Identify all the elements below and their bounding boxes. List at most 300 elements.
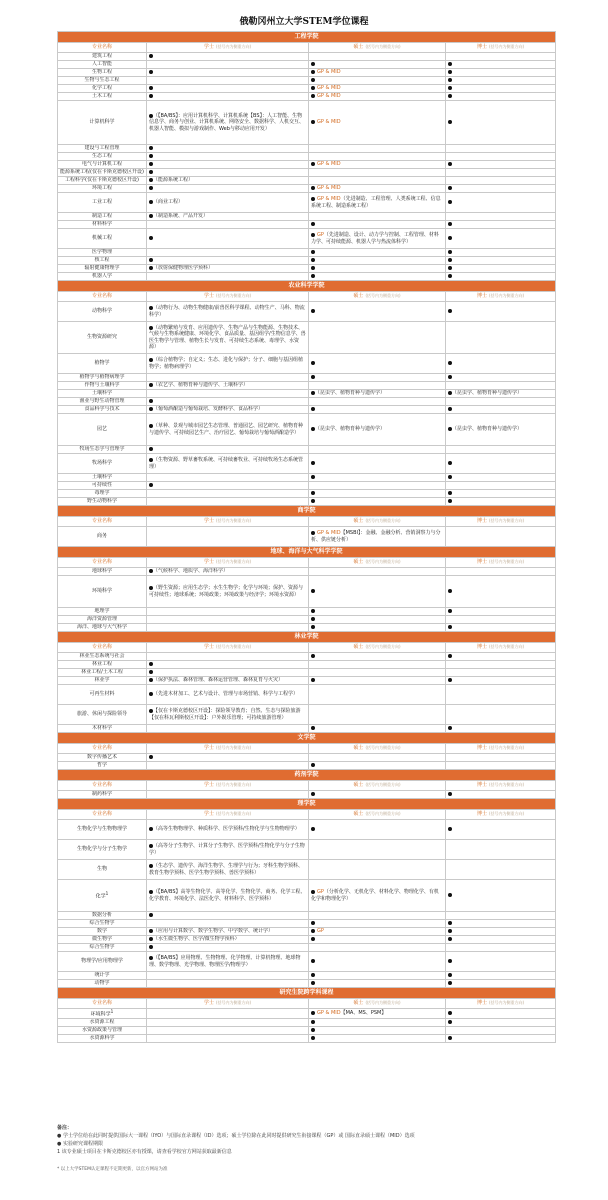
offered-dot-icon xyxy=(448,186,452,190)
offered-dot-icon xyxy=(448,1011,452,1015)
concentration-text: （昆虫学、植物育种与遗传学） xyxy=(452,390,523,397)
header-row xyxy=(58,517,556,527)
program-row xyxy=(58,705,556,725)
offered-dot-icon xyxy=(448,937,452,941)
doctor-cell xyxy=(446,257,556,265)
header-degree: 硕士 xyxy=(353,559,364,566)
header-bachelor xyxy=(147,43,309,53)
offered-dot-icon xyxy=(149,399,153,403)
offered-dot-icon xyxy=(448,893,452,897)
major-name: 微生物学 xyxy=(58,936,147,944)
program-row xyxy=(58,1009,556,1019)
offered-dot-icon xyxy=(311,609,315,613)
doctor-cell xyxy=(446,382,556,390)
major-name: 工业工程 xyxy=(58,193,147,213)
program-row xyxy=(58,791,556,799)
header-degree: 博士 xyxy=(476,1000,487,1007)
header-note: (括号内为侧重方向) xyxy=(365,559,401,565)
bachelor-cell xyxy=(147,762,309,770)
master-cell xyxy=(309,454,446,474)
major-name: 环境科学 xyxy=(58,576,147,608)
bachelor-cell xyxy=(147,302,309,322)
college-name: 林业学院 xyxy=(58,632,556,643)
major-name: 林业工程/土木工程 xyxy=(58,669,147,677)
header-note: (括号内为侧重方向) xyxy=(488,293,525,299)
program-row xyxy=(58,1026,556,1034)
master-cell xyxy=(309,414,446,446)
doctor-cell xyxy=(446,61,556,69)
offered-dot-icon xyxy=(311,763,315,767)
master-cell xyxy=(309,527,446,547)
master-cell xyxy=(309,661,446,669)
doctor-cell xyxy=(446,273,556,281)
bachelor-cell xyxy=(147,880,309,912)
header-degree: 学士 xyxy=(203,644,214,651)
header-degree: 硕士 xyxy=(353,1000,364,1007)
offered-dot-icon xyxy=(311,62,315,66)
offered-dot-icon xyxy=(311,162,315,166)
offered-dot-icon xyxy=(448,266,452,270)
master-cell xyxy=(309,754,446,762)
doctor-cell xyxy=(446,669,556,677)
concentration-text: （【BA/BS】：应用计算机科学、计算机系统【BS】：人工智能、生物信息学、商务与创业、计算机系统、网络安全、数据科学、人机交互、机器人智能、模拟与游戏制作、Web与移动应用开发） xyxy=(149,113,305,132)
header-note: (括号内为侧重方向) xyxy=(488,518,525,524)
concentration-text: （能源系统工程） xyxy=(153,177,194,184)
concentration-text: （草种、景观与城市园艺生态管理、普通园艺、园艺研究、植物育种与遗传学、可持续园艺生产、治疗园艺、葡萄栽培与葡萄酒酿造学） xyxy=(149,423,304,436)
bachelor-cell xyxy=(147,193,309,213)
master-cell xyxy=(309,482,446,490)
major-name: 生物 xyxy=(58,860,147,880)
doctor-cell xyxy=(446,193,556,213)
header-master xyxy=(309,744,446,754)
footnote: * 以上大学STEM认定课程不定期更新，以官方网站为准 xyxy=(57,1167,168,1172)
major-name: 海洋、地球与大气科学 xyxy=(58,624,147,632)
offered-dot-icon xyxy=(149,483,153,487)
offered-dot-icon xyxy=(149,670,153,674)
major-name: 土壤科学 xyxy=(58,390,147,398)
offered-dot-icon xyxy=(311,654,315,658)
offered-dot-icon xyxy=(149,662,153,666)
bachelor-cell xyxy=(147,390,309,398)
doctor-cell xyxy=(446,1034,556,1042)
header-doctor xyxy=(446,643,556,653)
pathway-tag: GP xyxy=(317,232,324,239)
offered-dot-icon xyxy=(311,1020,315,1024)
note-line: 1 该专业硕士项目在卡斯克德校区亦有授课，请查看学校官方网站获取最新信息 xyxy=(57,1149,232,1155)
bachelor-cell xyxy=(147,820,309,840)
program-row xyxy=(58,249,556,257)
header-master xyxy=(309,292,446,302)
doctor-cell xyxy=(446,762,556,770)
header-doctor xyxy=(446,43,556,53)
concentration-text: 【仅在卡斯克德校区开设】：探险领导教育；自然、生态与探险旅游【仅在科瓦利斯校区开设】：户外娱乐管理；可持续旅游管理） xyxy=(149,708,301,721)
program-row xyxy=(58,754,556,762)
master-cell xyxy=(309,53,446,61)
doctor-cell xyxy=(446,912,556,920)
bachelor-cell xyxy=(147,1009,309,1019)
program-row xyxy=(58,928,556,936)
offered-dot-icon xyxy=(448,929,452,933)
concentration-text: （气候科学、地质学、海洋科学） xyxy=(153,568,229,575)
master-cell xyxy=(309,193,446,213)
offered-dot-icon xyxy=(448,959,452,963)
header-degree: 学士 xyxy=(203,44,214,51)
header-note: (括号内为侧重方向) xyxy=(215,644,252,650)
college-row xyxy=(58,632,556,643)
offered-dot-icon xyxy=(448,375,452,379)
college-row xyxy=(58,799,556,810)
doctor-cell xyxy=(446,1018,556,1026)
offered-dot-icon xyxy=(149,945,153,949)
program-row xyxy=(58,322,556,354)
master-cell xyxy=(309,61,446,69)
offered-dot-icon xyxy=(311,937,315,941)
header-degree: 学士 xyxy=(203,293,214,300)
header-major: 专业名称 xyxy=(58,999,147,1009)
header-bachelor xyxy=(147,999,309,1009)
master-cell xyxy=(309,213,446,221)
offered-dot-icon xyxy=(448,70,452,74)
bachelor-cell xyxy=(147,398,309,406)
offered-dot-icon xyxy=(311,86,315,90)
offered-dot-icon xyxy=(311,981,315,985)
program-row xyxy=(58,653,556,661)
program-row xyxy=(58,616,556,624)
offered-dot-icon xyxy=(448,274,452,278)
offered-dot-icon xyxy=(448,407,452,411)
header-degree: 博士 xyxy=(476,811,487,818)
footnote-marker: 1 xyxy=(110,1009,114,1014)
header-note: (括号内为侧重方向) xyxy=(488,1000,525,1006)
major-name: 生物资源研究 xyxy=(58,322,147,354)
bachelor-cell xyxy=(147,498,309,506)
offered-dot-icon xyxy=(311,921,315,925)
college-name: 理学院 xyxy=(58,799,556,810)
header-row xyxy=(58,43,556,53)
header-note: (括号内为侧重方向) xyxy=(365,1000,401,1006)
major-name: 食品科学与技术 xyxy=(58,406,147,414)
major-name: 综合生物学 xyxy=(58,920,147,928)
offered-dot-icon xyxy=(311,929,315,933)
master-cell xyxy=(309,762,446,770)
doctor-cell xyxy=(446,93,556,101)
header-bachelor xyxy=(147,558,309,568)
program-row xyxy=(58,177,556,185)
program-row xyxy=(58,454,556,474)
offered-dot-icon xyxy=(448,1036,452,1040)
doctor-cell xyxy=(446,85,556,93)
master-cell xyxy=(309,653,446,661)
major-name: 核工程 xyxy=(58,257,147,265)
bachelor-cell xyxy=(147,527,309,547)
header-degree: 硕士 xyxy=(353,518,364,525)
offered-dot-icon xyxy=(311,678,315,682)
program-row xyxy=(58,69,556,77)
master-cell xyxy=(309,446,446,454)
header-degree: 博士 xyxy=(476,782,487,789)
concentration-text: （先进制造、工程管理、人类系统工程、信息系统工程、制造系统工程） xyxy=(311,196,441,209)
header-bachelor xyxy=(147,517,309,527)
program-row xyxy=(58,661,556,669)
document-title: 俄勒冈州立大学STEM学位课程 xyxy=(239,17,369,27)
master-cell xyxy=(309,322,446,354)
doctor-cell xyxy=(446,661,556,669)
major-name: 化学$^1$ xyxy=(58,880,147,912)
offered-dot-icon xyxy=(448,654,452,658)
master-cell xyxy=(309,980,446,988)
offered-dot-icon xyxy=(149,755,153,759)
doctor-cell xyxy=(446,161,556,169)
bachelor-cell xyxy=(147,229,309,249)
major-name: 水资源工程 xyxy=(58,1018,147,1026)
master-cell xyxy=(309,498,446,506)
bachelor-cell xyxy=(147,145,309,153)
doctor-cell xyxy=(446,454,556,474)
bachelor-cell xyxy=(147,185,309,193)
master-cell xyxy=(309,669,446,677)
program-row xyxy=(58,972,556,980)
master-cell xyxy=(309,1034,446,1042)
doctor-cell xyxy=(446,527,556,547)
header-master xyxy=(309,781,446,791)
doctor-cell xyxy=(446,474,556,482)
bachelor-cell xyxy=(147,265,309,273)
footnote-marker: 1 xyxy=(105,891,109,897)
bachelor-cell xyxy=(147,322,309,354)
program-row xyxy=(58,980,556,988)
bachelor-cell xyxy=(147,576,309,608)
program-row xyxy=(58,840,556,860)
offered-dot-icon xyxy=(149,86,153,90)
program-row xyxy=(58,936,556,944)
concentration-text: （葡萄酒酿造与葡萄栽培、发酵科学、食品科学） xyxy=(153,406,264,413)
doctor-cell xyxy=(446,677,556,685)
bachelor-cell xyxy=(147,912,309,920)
college-name: 农业科学学院 xyxy=(58,281,556,292)
bachelor-cell xyxy=(147,414,309,446)
concentration-text: （先进木材加工、艺术与设计、管理与市场营销、科学与工程学） xyxy=(153,691,299,698)
header-doctor xyxy=(446,781,556,791)
offered-dot-icon xyxy=(448,461,452,465)
master-cell xyxy=(309,69,446,77)
program-row xyxy=(58,725,556,733)
bachelor-cell xyxy=(147,93,309,101)
offered-dot-icon xyxy=(448,86,452,90)
bachelor-cell xyxy=(147,257,309,265)
bachelor-cell xyxy=(147,920,309,928)
major-name: 辐射健康物理学 xyxy=(58,265,147,273)
program-row xyxy=(58,273,556,281)
major-name: 水资源科学 xyxy=(58,1034,147,1042)
program-row xyxy=(58,398,556,406)
offered-dot-icon xyxy=(448,236,452,240)
program-row xyxy=(58,302,556,322)
master-cell xyxy=(309,840,446,860)
master-cell xyxy=(309,705,446,725)
major-name: 制造工程 xyxy=(58,213,147,221)
offered-dot-icon xyxy=(311,617,315,621)
bachelor-cell xyxy=(147,1034,309,1042)
bachelor-cell xyxy=(147,1018,309,1026)
header-degree: 学士 xyxy=(203,1000,214,1007)
bachelor-cell xyxy=(147,624,309,632)
header-note: (括号内为侧重方向) xyxy=(215,782,252,788)
bachelor-cell xyxy=(147,860,309,880)
header-degree: 学士 xyxy=(203,559,214,566)
major-name: 水资源政策与管理 xyxy=(58,1026,147,1034)
master-cell xyxy=(309,944,446,952)
program-row xyxy=(58,193,556,213)
major-name: 环境科学$^1$ xyxy=(58,1009,147,1019)
offered-dot-icon xyxy=(311,266,315,270)
program-row xyxy=(58,354,556,374)
concentration-text: （保护执法、森林管理、森林运营管理、森林复育与火灾） xyxy=(153,677,284,684)
offered-dot-icon xyxy=(149,913,153,917)
header-note: (括号内为侧重方向) xyxy=(365,293,401,299)
major-name: 动物学 xyxy=(58,980,147,988)
offered-dot-icon xyxy=(311,973,315,977)
doctor-cell xyxy=(446,213,556,221)
college-name: 地球、海洋与大气科学学院 xyxy=(58,547,556,558)
bachelor-cell xyxy=(147,653,309,661)
doctor-cell xyxy=(446,944,556,952)
major-name: 数字传播艺术 xyxy=(58,754,147,762)
major-name: 园艺 xyxy=(58,414,147,446)
bachelor-cell xyxy=(147,669,309,677)
concentration-text: （野生资源；应用生态学；水生生物学；化学与环境；保护、资源与可持续性；地球系统；环境政策；环境政策与经济学；环境水资源） xyxy=(149,585,304,598)
bachelor-cell xyxy=(147,616,309,624)
program-row xyxy=(58,568,556,576)
header-doctor xyxy=(446,744,556,754)
master-cell xyxy=(309,161,446,169)
doctor-cell xyxy=(446,980,556,988)
doctor-cell xyxy=(446,221,556,229)
offered-dot-icon xyxy=(448,475,452,479)
header-major: 专业名称 xyxy=(58,643,147,653)
master-cell xyxy=(309,936,446,944)
doctor-cell xyxy=(446,840,556,860)
program-row xyxy=(58,677,556,685)
offered-dot-icon xyxy=(448,361,452,365)
major-name: 能源系统工程(仅在卡斯克德校区开设) xyxy=(58,169,147,177)
offered-dot-icon xyxy=(311,186,315,190)
program-row xyxy=(58,490,556,498)
program-row xyxy=(58,374,556,382)
notes-title: 备注： xyxy=(57,1125,73,1131)
offered-dot-icon xyxy=(311,827,315,831)
offered-dot-icon xyxy=(448,258,452,262)
bachelor-cell xyxy=(147,928,309,936)
master-cell xyxy=(309,390,446,398)
concentration-text: （昆虫学、植物育种与遗传学） xyxy=(452,426,523,433)
major-name: 人工智能 xyxy=(58,61,147,69)
header-bachelor xyxy=(147,643,309,653)
bachelor-cell xyxy=(147,725,309,733)
offered-dot-icon xyxy=(448,222,452,226)
bachelor-cell xyxy=(147,944,309,952)
doctor-cell xyxy=(446,725,556,733)
offered-dot-icon xyxy=(311,70,315,74)
major-name: 工程科学(仅在卡斯克德校区开设) xyxy=(58,177,147,185)
offered-dot-icon xyxy=(448,78,452,82)
bachelor-cell xyxy=(147,69,309,77)
master-cell xyxy=(309,474,446,482)
offered-dot-icon xyxy=(311,1036,315,1040)
major-name: 林业学 xyxy=(58,677,147,685)
concentration-text: （商业工程） xyxy=(153,199,184,206)
header-major: 专业名称 xyxy=(58,43,147,53)
major-name: 旅游、休闲与探险领导 xyxy=(58,705,147,725)
header-row xyxy=(58,292,556,302)
master-cell xyxy=(309,791,446,799)
bachelor-cell xyxy=(147,53,309,61)
header-note: (括号内为侧重方向) xyxy=(365,44,401,50)
doctor-cell xyxy=(446,490,556,498)
master-cell xyxy=(309,920,446,928)
concentration-text: （分析化学、无机化学、材料化学、物理化学、有机化学和物理化学） xyxy=(311,889,439,902)
offered-dot-icon xyxy=(448,827,452,831)
program-row xyxy=(58,101,556,145)
doctor-cell xyxy=(446,153,556,161)
concentration-text: （昆虫学、植物育种与遗传学） xyxy=(315,426,386,433)
pathway-tag: GP & MID xyxy=(317,119,341,126)
doctor-cell xyxy=(446,624,556,632)
doctor-cell xyxy=(446,398,556,406)
program-row xyxy=(58,185,556,193)
doctor-cell xyxy=(446,576,556,608)
bachelor-cell xyxy=(147,608,309,616)
header-note: (括号内为侧重方向) xyxy=(488,559,525,565)
program-row xyxy=(58,221,556,229)
pathway-tag: GP & MID xyxy=(317,85,341,92)
offered-dot-icon xyxy=(448,589,452,593)
bachelor-cell xyxy=(147,791,309,799)
college-name: 工程学院 xyxy=(58,32,556,43)
major-name: 毒理学 xyxy=(58,490,147,498)
header-row xyxy=(58,643,556,653)
offered-dot-icon xyxy=(149,186,153,190)
bachelor-cell xyxy=(147,677,309,685)
college-name: 文学院 xyxy=(58,733,556,744)
header-note: (括号内为侧重方向) xyxy=(488,44,525,50)
header-note: (括号内为侧重方向) xyxy=(365,782,401,788)
doctor-cell xyxy=(446,249,556,257)
header-major: 专业名称 xyxy=(58,744,147,754)
offered-dot-icon xyxy=(448,309,452,313)
master-cell xyxy=(309,85,446,93)
college-name: 商学院 xyxy=(58,506,556,517)
major-name: 地理学 xyxy=(58,608,147,616)
pathway-tag: GP & MID xyxy=(317,530,341,537)
concentration-text: （放射保健物理医学预科） xyxy=(153,265,214,272)
header-note: (括号内为侧重方向) xyxy=(365,518,401,524)
doctor-cell xyxy=(446,69,556,77)
header-note: (括号内为侧重方向) xyxy=(488,811,525,817)
doctor-cell xyxy=(446,616,556,624)
offered-dot-icon xyxy=(448,981,452,985)
header-degree: 博士 xyxy=(476,518,487,525)
major-name: 土木工程 xyxy=(58,93,147,101)
concentration-text: （生物资源、野草畜牧系统、可持续畜牧业、可持续牧场生态系统管理） xyxy=(149,457,304,470)
concentration-text: （【BA/BS】高等生物化学、高等化学、生物化学、商务、化学工程、化学教育、环境化学、法医化学、材料科学、医学预科） xyxy=(149,889,306,902)
bachelor-cell xyxy=(147,972,309,980)
doctor-cell xyxy=(446,1026,556,1034)
major-name: 渔业与野生动物管理 xyxy=(58,398,147,406)
header-degree: 硕士 xyxy=(353,811,364,818)
program-row xyxy=(58,257,556,265)
program-row xyxy=(58,576,556,608)
header-degree: 博士 xyxy=(476,644,487,651)
